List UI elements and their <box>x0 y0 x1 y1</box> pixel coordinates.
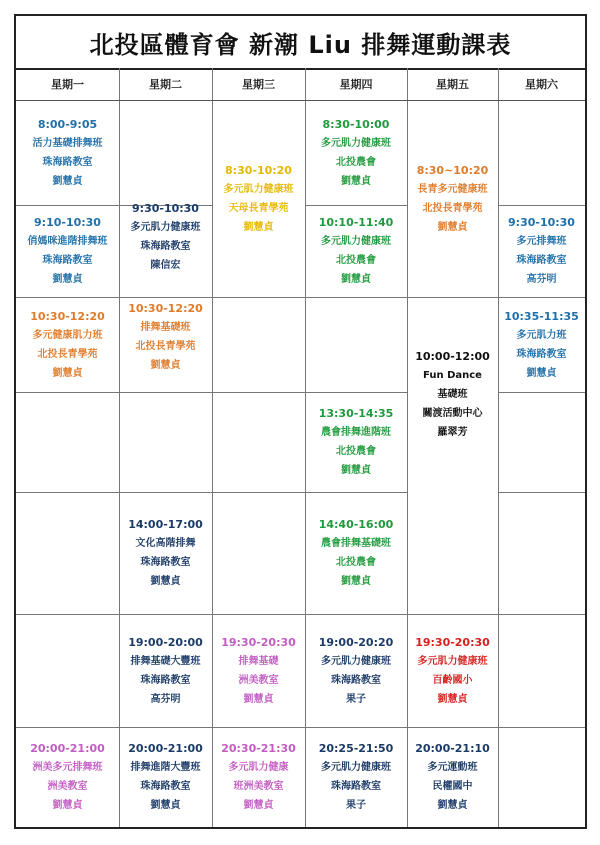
class-cell-tue-2 <box>119 289 212 384</box>
class-time: 9:10-10:30 <box>34 216 101 229</box>
class-cell-wed-1 <box>212 100 305 297</box>
class-teacher: 劉慧貞 <box>243 693 274 705</box>
day-header-sat: 星期六 <box>525 78 558 91</box>
class-name: 多元肌力健康班 <box>223 183 294 195</box>
class-time: 13:30-14:35 <box>318 407 394 420</box>
class-teacher: 劉慧貞 <box>341 274 371 285</box>
class-name: 洲美多元排舞班 <box>32 762 103 773</box>
class-name: 多元肌力班 <box>516 329 567 341</box>
row-divider <box>498 492 585 493</box>
day-header-thu: 星期四 <box>339 78 373 91</box>
class-teacher: 果子 <box>346 693 366 705</box>
class-teacher: 劉慧貞 <box>526 367 557 379</box>
class-name: 俏媽咪進階排舞班 <box>27 236 108 247</box>
class-place: 珠海路教室 <box>42 156 93 168</box>
row-divider <box>212 492 305 493</box>
class-teacher: 劉慧貞 <box>52 274 83 285</box>
class-place: 珠海路教室 <box>42 255 93 266</box>
class-teacher: 劉慧貞 <box>341 175 371 187</box>
class-extra: 羅翠芳 <box>437 427 468 438</box>
class-time: 8:30-10:00 <box>322 117 390 131</box>
class-time: 10:00-12:00 <box>415 350 490 363</box>
class-time: 19:30-20:30 <box>415 635 490 649</box>
class-cell-mon-3 <box>16 297 119 392</box>
day-header-fri: 星期五 <box>436 78 469 91</box>
class-name: 排舞基礎 <box>238 655 279 667</box>
class-place: 北投長青學苑 <box>135 340 196 352</box>
class-teacher: 劉慧貞 <box>150 359 181 371</box>
column-divider <box>498 68 499 827</box>
class-cell-thu-6 <box>305 727 407 827</box>
class-name: 多元肌力健康班 <box>321 137 391 149</box>
class-name: 活力基礎排舞班 <box>32 137 103 149</box>
class-name: 多元肌力健康 <box>228 762 289 773</box>
class-teacher: 劉慧貞 <box>341 576 371 587</box>
class-teacher: 高芬明 <box>526 274 557 285</box>
class-time: 10:35-11:35 <box>504 309 579 323</box>
row-divider <box>212 392 305 393</box>
class-teacher: 劉慧貞 <box>52 175 83 187</box>
day-header-wed: 星期三 <box>242 78 275 91</box>
class-place: 北投農會 <box>336 446 376 457</box>
class-cell-tue-5 <box>119 727 212 827</box>
class-name: 多元排舞班 <box>516 236 567 247</box>
class-time: 8:30~10:20 <box>416 163 489 177</box>
row-divider <box>212 297 305 298</box>
class-place: 珠海路教室 <box>140 557 191 568</box>
class-place: 珠海路教室 <box>331 781 381 792</box>
class-name: 多元運動班 <box>427 762 478 773</box>
class-teacher: 陳信宏 <box>150 260 181 271</box>
class-cell-thu-4 <box>305 492 407 614</box>
class-name: 長青多元健康班 <box>417 183 488 195</box>
class-time: 8:00-9:05 <box>37 117 98 131</box>
class-time: 20:00-21:00 <box>30 742 105 755</box>
class-place: 珠海路教室 <box>331 674 381 686</box>
class-name: 多元肌力健康班 <box>321 655 391 667</box>
class-cell-tue-4 <box>119 614 212 727</box>
class-place: 北投農會 <box>336 255 376 266</box>
class-place: 洲美教室 <box>47 781 88 792</box>
class-time: 9:30-10:30 <box>132 202 199 215</box>
row-divider <box>16 392 119 393</box>
row-divider <box>305 297 407 298</box>
class-cell-tue-3 <box>119 492 212 614</box>
class-cell-mon-1 <box>16 100 119 205</box>
class-teacher: 劉慧貞 <box>341 465 371 476</box>
class-time: 14:00-17:00 <box>128 518 203 531</box>
class-place: 百齡國小 <box>432 674 473 686</box>
row-divider <box>498 614 585 615</box>
class-teacher: 劉慧貞 <box>52 800 83 811</box>
class-time: 19:00-20:00 <box>128 635 203 649</box>
class-place: 珠海路教室 <box>516 348 567 360</box>
class-place: 班洲美教室 <box>233 781 284 792</box>
class-cell-mon-2 <box>16 205 119 297</box>
class-time: 19:00-20:20 <box>318 635 394 649</box>
class-cell-wed-3 <box>212 727 305 827</box>
class-time: 8:30-10:20 <box>225 163 292 177</box>
class-time: 20:25-21:50 <box>318 742 394 755</box>
class-teacher: 劉慧貞 <box>52 367 83 379</box>
class-teacher: 關渡活動中心 <box>422 408 483 419</box>
row-divider <box>119 392 212 393</box>
class-teacher: 劉慧貞 <box>437 221 468 233</box>
class-name: 多元肌力健康班 <box>321 236 391 247</box>
class-name: 農會排舞進階班 <box>321 427 391 438</box>
class-name: Fun Dance <box>423 370 482 381</box>
class-teacher: 高芬明 <box>150 693 181 705</box>
class-name: 多元肌力健康班 <box>130 222 201 233</box>
class-time: 9:30-10:30 <box>508 216 575 229</box>
class-cell-mon-4 <box>16 727 119 827</box>
row-divider <box>16 614 119 615</box>
class-cell-thu-2 <box>305 205 407 297</box>
class-teacher: 劉慧貞 <box>243 800 274 811</box>
class-place: 北投長青學苑 <box>422 202 483 214</box>
class-cell-fri-1 <box>407 100 498 297</box>
class-name: 排舞進階大豐班 <box>130 762 201 773</box>
class-cell-tue-1 <box>119 191 212 283</box>
row-divider <box>16 492 119 493</box>
schedule-grid <box>16 68 585 827</box>
class-teacher: 劉慧貞 <box>150 576 181 587</box>
day-header-mon: 星期一 <box>51 78 84 91</box>
class-cell-sat-2 <box>498 297 585 392</box>
class-place: 北投長青學苑 <box>37 348 98 360</box>
class-time: 10:10-11:40 <box>318 216 394 229</box>
class-place: 北投農會 <box>336 156 376 168</box>
class-teacher: 劉慧貞 <box>437 693 468 705</box>
class-time: 20:00-21:10 <box>415 742 490 755</box>
class-name: 多元健康肌力班 <box>32 329 103 341</box>
class-time: 19:30-20:30 <box>221 635 296 649</box>
row-divider <box>498 727 585 728</box>
day-header-tue: 星期二 <box>149 78 182 91</box>
class-teacher: 果子 <box>346 800 366 811</box>
class-time: 20:00-21:00 <box>128 742 203 755</box>
schedule-title: 北投區體育會 新潮 Liu 排舞運動課表 <box>16 16 585 70</box>
class-time: 10:30-12:20 <box>128 301 203 315</box>
class-time: 20:30-21:30 <box>221 742 296 755</box>
class-place: 珠海路教室 <box>516 255 567 266</box>
class-teacher: 劉慧貞 <box>437 800 468 811</box>
class-cell-fri-4 <box>407 727 498 827</box>
class-name: 農會排舞基礎班 <box>321 538 391 549</box>
class-cell-thu-5 <box>305 614 407 727</box>
class-cell-sat-1 <box>498 205 585 297</box>
class-place: 民權國中 <box>432 781 473 792</box>
class-time: 10:30-12:20 <box>30 309 105 323</box>
class-name: 多元肌力健康班 <box>417 655 488 667</box>
class-time: 14:40-16:00 <box>318 518 394 531</box>
class-name: 排舞基礎班 <box>140 321 191 333</box>
class-name: 多元肌力健康班 <box>321 762 391 773</box>
class-place: 基礎班 <box>437 389 468 400</box>
class-place: 珠海路教室 <box>140 241 191 252</box>
class-place: 天母長青學苑 <box>228 202 289 214</box>
class-place: 珠海路教室 <box>140 674 191 686</box>
class-teacher: 劉慧貞 <box>150 800 181 811</box>
class-cell-thu-3 <box>305 392 407 492</box>
schedule-table <box>14 14 587 829</box>
class-cell-wed-2 <box>212 614 305 727</box>
class-cell-thu-1 <box>305 100 407 205</box>
class-name: 文化高階排舞 <box>135 538 196 549</box>
class-teacher: 劉慧貞 <box>243 221 274 233</box>
row-divider <box>498 392 585 393</box>
class-place: 洲美教室 <box>238 674 279 686</box>
class-place: 珠海路教室 <box>140 781 191 792</box>
class-cell-fri-3 <box>407 614 498 727</box>
class-name: 排舞基礎大豐班 <box>130 655 201 667</box>
class-place: 北投農會 <box>336 557 376 568</box>
class-cell-fri-2 <box>407 297 498 492</box>
